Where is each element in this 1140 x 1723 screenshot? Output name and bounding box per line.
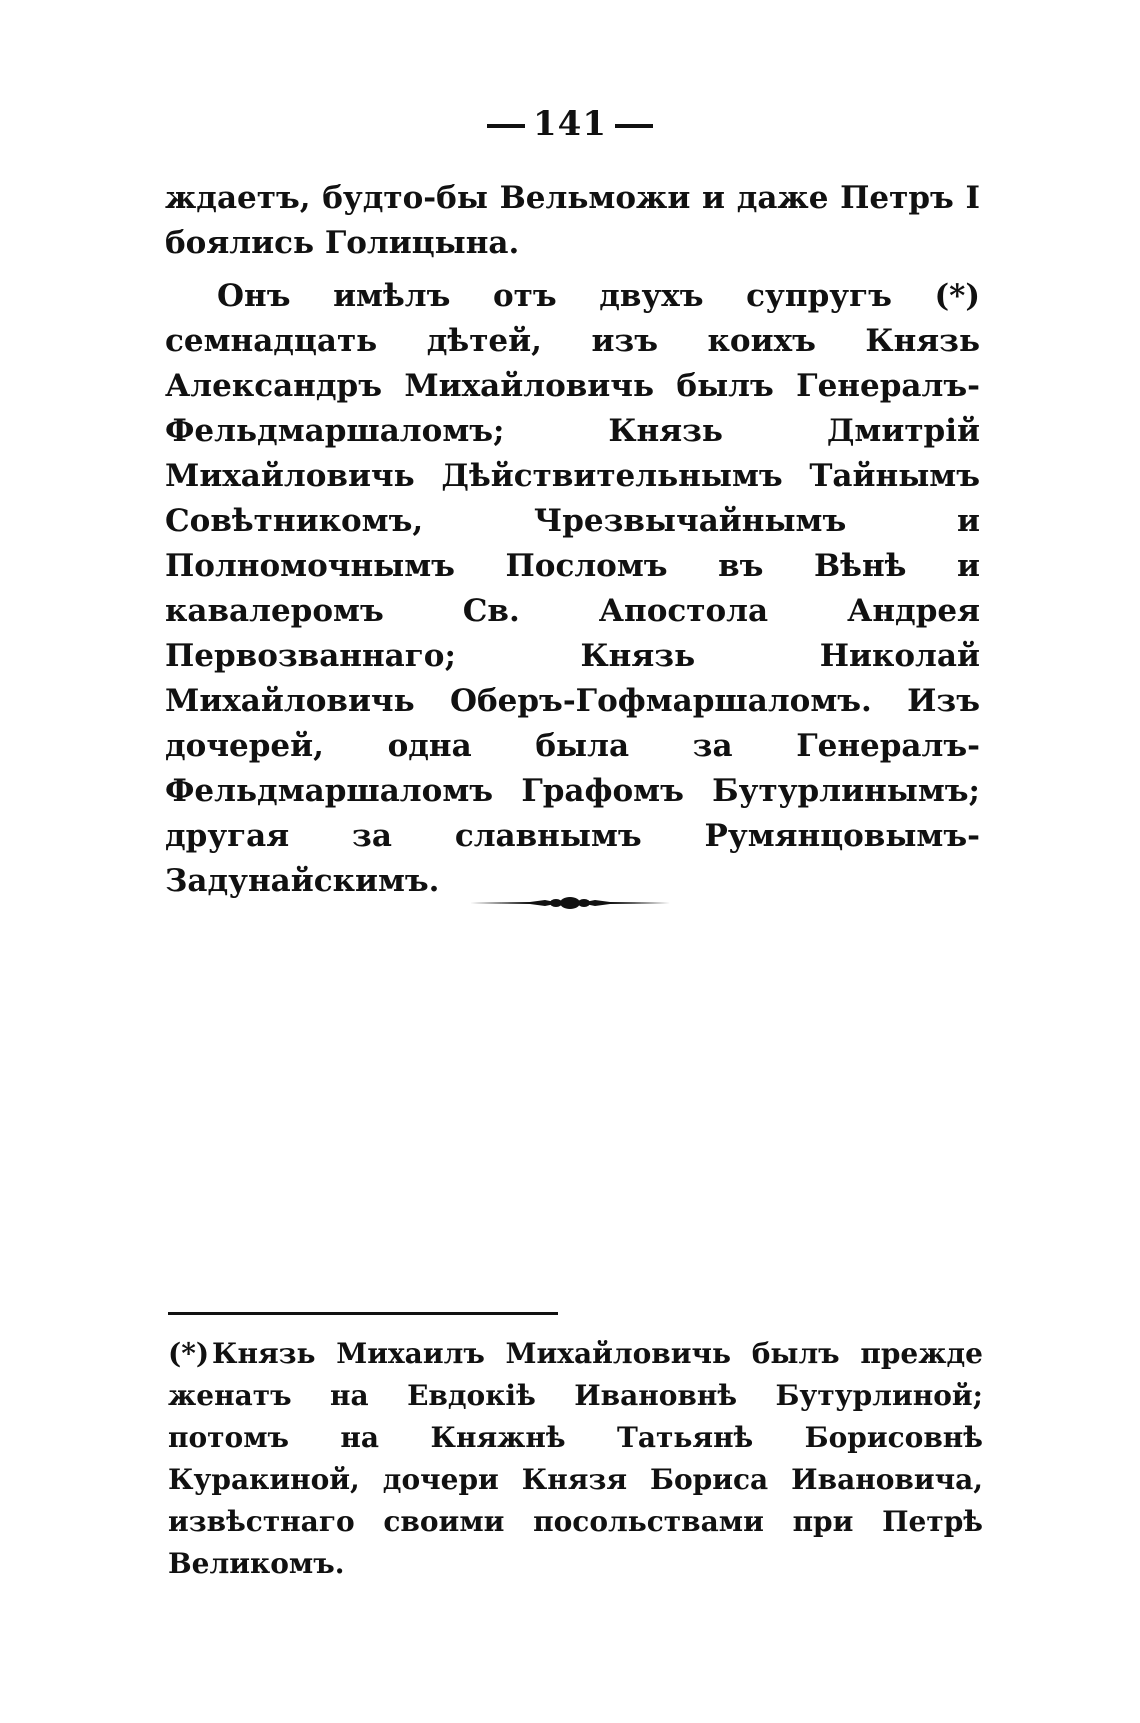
footnote-rule xyxy=(168,1312,558,1315)
page-number-left-dash xyxy=(487,124,525,128)
paragraph-continuation: ждаетъ, будто-бы Вельможи и даже Петръ I боялись Голицына. xyxy=(165,180,980,261)
footnote xyxy=(168,1333,983,1585)
paragraph-children: Онъ имѣлъ отъ двухъ супругъ (*) семнадцать дѣтей, изъ коихъ Князь Александръ Михайловичь былъ Генералъ-Фельдмаршаломъ; Князь Дмитрій Михайловичь Дѣйствительнымъ Тайнымъ Совѣтникомъ, Чрезвычайнымъ и Полномочнымъ Посломъ въ Вѣнѣ и кавалеромъ Св. Апостола Андрея Первозваннаго; Князь Николай Михайловичь Оберъ-Гофмаршаломъ. Изъ дочерей, одна была за Генералъ-Фельдмаршаломъ Графомъ Бутурлинымъ; другая за славнымъ Румянцовымъ-Задунайскимъ. xyxy=(165,278,980,899)
footnote-marker: (*) xyxy=(168,1337,210,1370)
ornament-divider xyxy=(470,892,670,914)
page-number-value: 141 xyxy=(533,104,607,144)
main-text xyxy=(165,176,980,904)
page-number-right-dash xyxy=(615,124,653,128)
page-number xyxy=(0,104,1140,144)
footnote-text: Князь Михаилъ Михайловичь былъ прежде женатъ на Евдокіѣ Ивановнѣ Бутурлиной; потомъ на Княжнѣ Татьянѣ Борисовнѣ Куракиной, дочери Князя Бориса Ивановича, извѣстнаго своими посольствами при Петрѣ Великомъ. xyxy=(168,1337,983,1580)
